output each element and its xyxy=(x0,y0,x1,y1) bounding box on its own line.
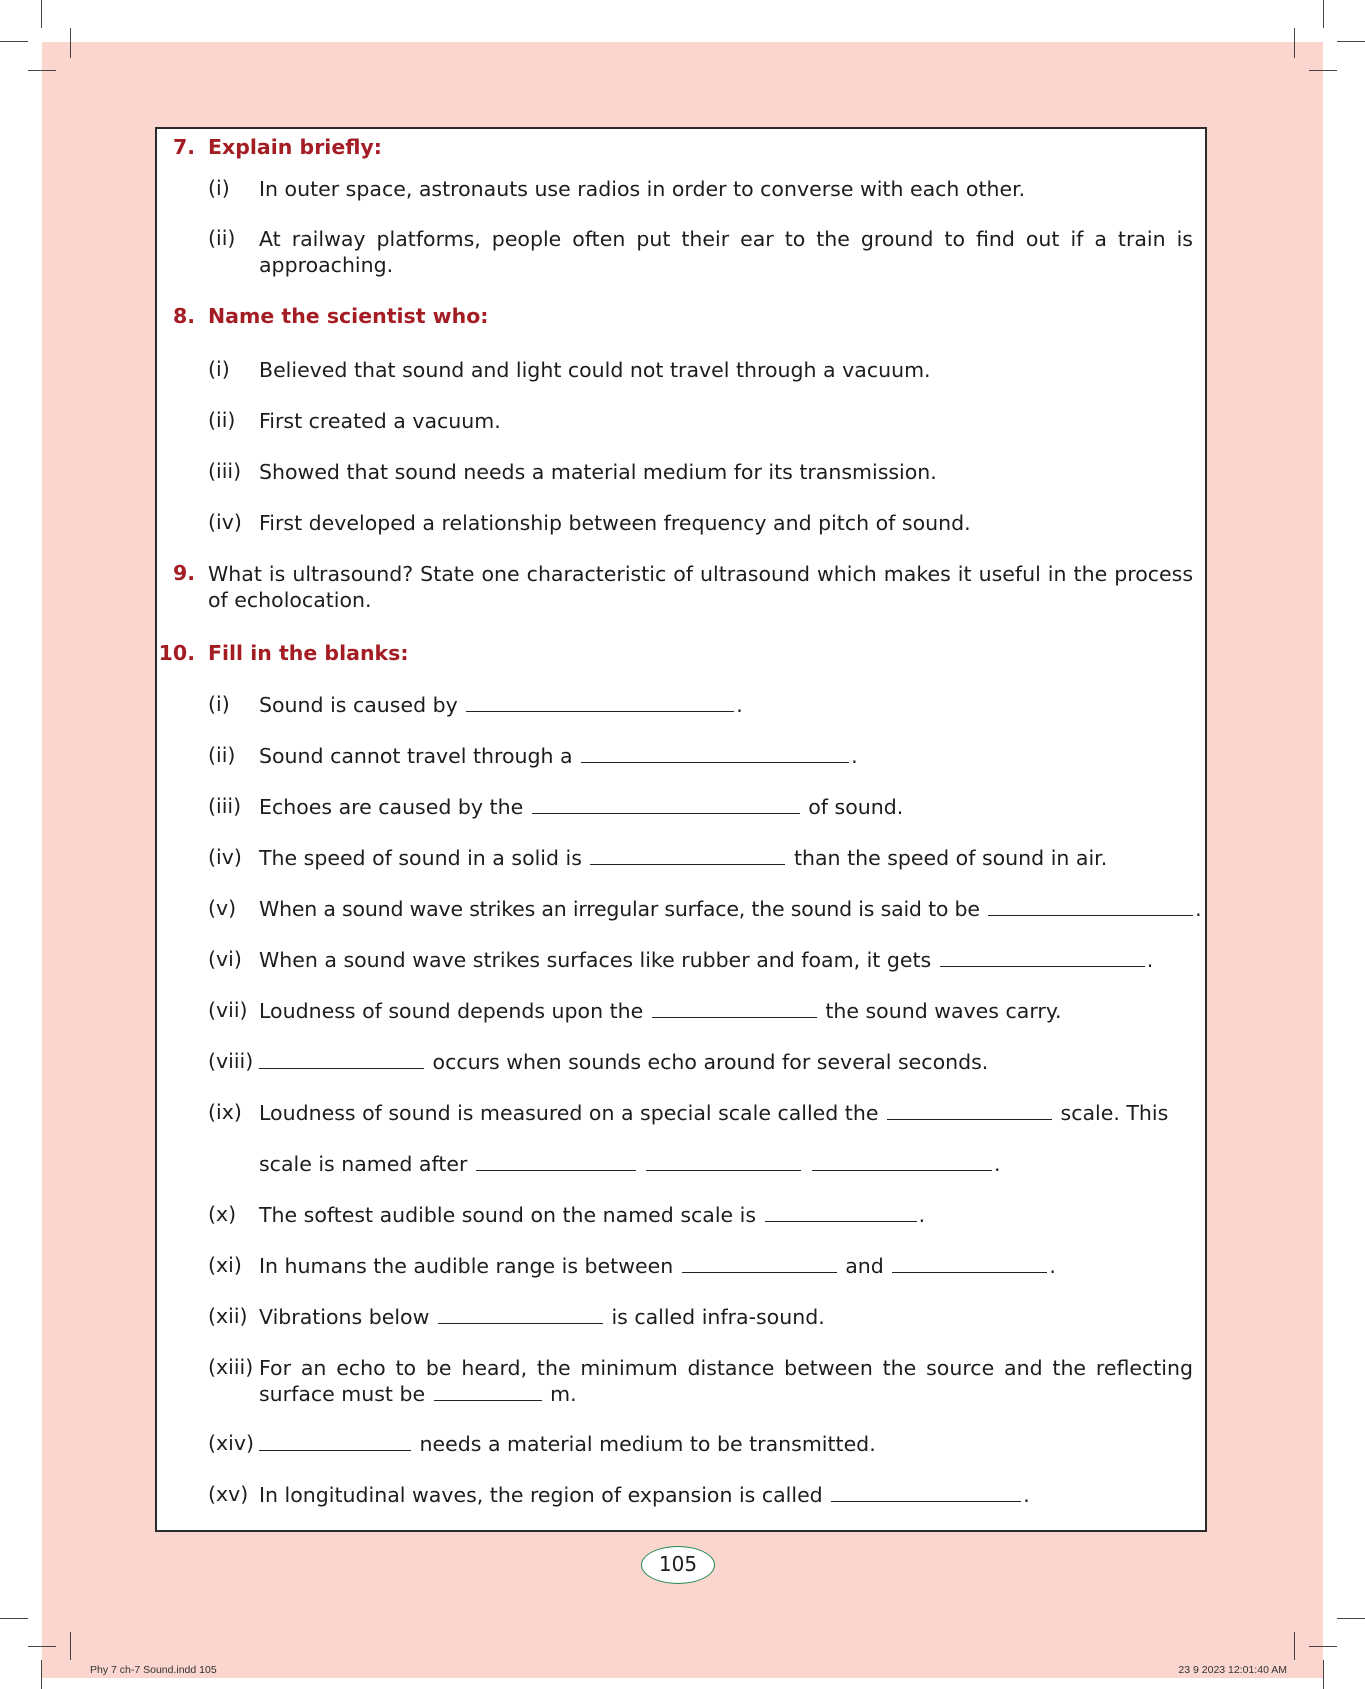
crop-mark xyxy=(41,1660,42,1689)
item-numeral: (iv) xyxy=(208,510,242,534)
item-numeral: (vi) xyxy=(208,947,242,971)
item-text: The softest audible sound on the named scale is xyxy=(259,1203,757,1227)
answer-blank[interactable] xyxy=(466,693,734,712)
crop-mark xyxy=(1323,1660,1324,1689)
item-text: Believed that sound and light could not travel through a vacuum. xyxy=(259,358,931,382)
fill-blank-item xyxy=(259,743,858,769)
answer-blank[interactable] xyxy=(532,795,800,814)
fill-blank-item xyxy=(259,1355,1193,1407)
item-numeral: (iii) xyxy=(208,794,242,818)
item-numeral: (iv) xyxy=(208,845,242,869)
item-numeral: (xii) xyxy=(208,1304,248,1328)
answer-blank[interactable] xyxy=(259,1050,424,1069)
question-heading: Fill in the blanks: xyxy=(208,641,409,665)
item-numeral: (xiv) xyxy=(208,1431,254,1455)
item-numeral: (xi) xyxy=(208,1253,242,1277)
item-text: of sound. xyxy=(808,795,904,819)
item-text: Showed that sound needs a material medium for its transmission. xyxy=(259,460,937,484)
answer-blank[interactable] xyxy=(682,1254,837,1273)
crop-mark xyxy=(1294,1632,1295,1660)
answer-blank[interactable] xyxy=(259,1432,411,1451)
item-text: In humans the audible range is between xyxy=(259,1254,674,1278)
item-text: When a sound wave strikes an irregular surface, the sound is said to be xyxy=(259,897,980,921)
item-text: Vibrations below xyxy=(259,1305,430,1329)
fill-blank-item xyxy=(259,1202,925,1228)
item-text: m. xyxy=(550,1382,577,1406)
answer-blank[interactable] xyxy=(476,1152,636,1171)
fill-blank-item xyxy=(259,947,1153,973)
crop-mark xyxy=(70,1632,71,1660)
fill-blank-item xyxy=(259,896,1201,922)
item-numeral: (ii) xyxy=(208,743,236,767)
item-text: occurs when sounds echo around for several seconds. xyxy=(432,1050,989,1074)
question-heading: Explain briefly: xyxy=(208,135,382,159)
item-text: scale is named after xyxy=(259,1152,468,1176)
crop-mark xyxy=(1337,41,1365,42)
question-number: 8. xyxy=(172,304,195,328)
item-text: At railway platforms, people often put their ear to the ground to find out if a train is approaching. xyxy=(259,227,1193,277)
answer-blank[interactable] xyxy=(988,897,1193,916)
answer-blank[interactable] xyxy=(434,1382,542,1401)
item-numeral: (ii) xyxy=(208,408,236,432)
item-text: . xyxy=(1195,897,1202,921)
fill-blank-item xyxy=(259,692,743,718)
question-number: 9. xyxy=(172,561,195,585)
item-text: . xyxy=(918,1203,926,1227)
item-text: the sound waves carry. xyxy=(825,999,1062,1023)
item-text: When a sound wave strikes surfaces like rubber and foam, it gets xyxy=(259,948,932,972)
fill-blank-item xyxy=(259,794,903,820)
item-numeral: (xiii) xyxy=(208,1355,254,1379)
fill-blank-item xyxy=(259,1100,1168,1126)
item-text: needs a material medium to be transmitted. xyxy=(419,1432,876,1456)
item-numeral: (v) xyxy=(208,896,237,920)
answer-blank[interactable] xyxy=(812,1152,992,1171)
item-text: Sound cannot travel through a xyxy=(259,744,573,768)
answer-blank[interactable] xyxy=(892,1254,1047,1273)
item-text: Loudness of sound is measured on a special scale called the xyxy=(259,1101,879,1125)
fill-blank-item xyxy=(259,1253,1056,1279)
item-numeral: (ix) xyxy=(208,1100,242,1124)
answer-blank[interactable] xyxy=(581,744,849,763)
crop-mark xyxy=(41,0,42,28)
question-number: 10. xyxy=(158,641,195,665)
answer-blank[interactable] xyxy=(438,1305,603,1324)
item-text: For an echo to be heard, the minimum distance between the source and the reflecting surface must be xyxy=(259,1356,1193,1406)
item-text: . xyxy=(1049,1254,1056,1278)
fill-blank-item xyxy=(259,1049,988,1075)
slug-timestamp: 23 9 2023 12:01:40 AM xyxy=(1178,1664,1287,1676)
crop-mark xyxy=(1337,1618,1365,1619)
answer-blank[interactable] xyxy=(590,846,785,865)
answer-blank[interactable] xyxy=(646,1152,801,1171)
item-text: and xyxy=(845,1254,884,1278)
fill-blank-item xyxy=(259,1304,825,1330)
item-text: Sound is caused by xyxy=(259,693,458,717)
exercise-box xyxy=(155,127,1207,1532)
item-numeral: (viii) xyxy=(208,1049,254,1073)
crop-mark xyxy=(1294,28,1295,58)
answer-blank[interactable] xyxy=(652,999,817,1018)
fill-blank-item xyxy=(259,845,1107,871)
item-text: . xyxy=(1146,948,1154,972)
item-numeral: (i) xyxy=(208,357,230,381)
page-number: 105 xyxy=(641,1546,715,1584)
question-number: 7. xyxy=(172,135,195,159)
item-text: First developed a relationship between frequency and pitch of sound. xyxy=(259,511,971,535)
item-text: than the speed of sound in air. xyxy=(793,846,1108,870)
crop-mark xyxy=(1323,0,1324,28)
item-text: . xyxy=(994,1152,1001,1176)
item-text: The speed of sound in a solid is xyxy=(259,846,582,870)
answer-blank[interactable] xyxy=(887,1101,1052,1120)
item-text: Echoes are caused by the xyxy=(259,795,524,819)
crop-mark xyxy=(0,41,28,42)
item-text: is called infra-sound. xyxy=(611,1305,825,1329)
item-numeral: (vii) xyxy=(208,998,248,1022)
item-text: . xyxy=(851,744,858,768)
item-numeral: (iii) xyxy=(208,459,242,483)
item-numeral: (i) xyxy=(208,692,230,716)
item-numeral: (ii) xyxy=(208,226,236,250)
crop-mark xyxy=(1309,1646,1337,1647)
item-numeral: (xv) xyxy=(208,1482,249,1506)
crop-mark xyxy=(28,70,56,71)
fill-blank-item xyxy=(259,1482,1030,1508)
slug-file-info: Phy 7 ch-7 Sound.indd 105 xyxy=(90,1664,217,1676)
question-heading: Name the scientist who: xyxy=(208,304,489,328)
fill-blank-item xyxy=(259,998,1062,1024)
item-text: . xyxy=(1023,1483,1030,1507)
crop-mark xyxy=(28,1646,56,1647)
item-text: Loudness of sound depends upon the xyxy=(259,999,644,1023)
answer-blank[interactable] xyxy=(765,1203,917,1222)
crop-mark xyxy=(70,28,71,58)
question-text: What is ultrasound? State one characteristic of ultrasound which makes it useful in the process of echolocation. xyxy=(208,562,1193,612)
answer-blank[interactable] xyxy=(831,1483,1021,1502)
fill-blank-item xyxy=(259,1151,1001,1177)
item-text: scale. This xyxy=(1060,1101,1169,1125)
crop-mark xyxy=(1309,70,1337,71)
item-numeral: (i) xyxy=(208,176,230,200)
item-text: In outer space, astronauts use radios in order to converse with each other. xyxy=(259,177,1026,201)
item-numeral: (x) xyxy=(208,1202,237,1226)
item-text: In longitudinal waves, the region of expansion is called xyxy=(259,1483,823,1507)
item-text: First created a vacuum. xyxy=(259,409,501,433)
item-text: . xyxy=(736,693,743,717)
answer-blank[interactable] xyxy=(940,948,1145,967)
crop-mark xyxy=(0,1618,28,1619)
fill-blank-item xyxy=(259,1431,876,1457)
